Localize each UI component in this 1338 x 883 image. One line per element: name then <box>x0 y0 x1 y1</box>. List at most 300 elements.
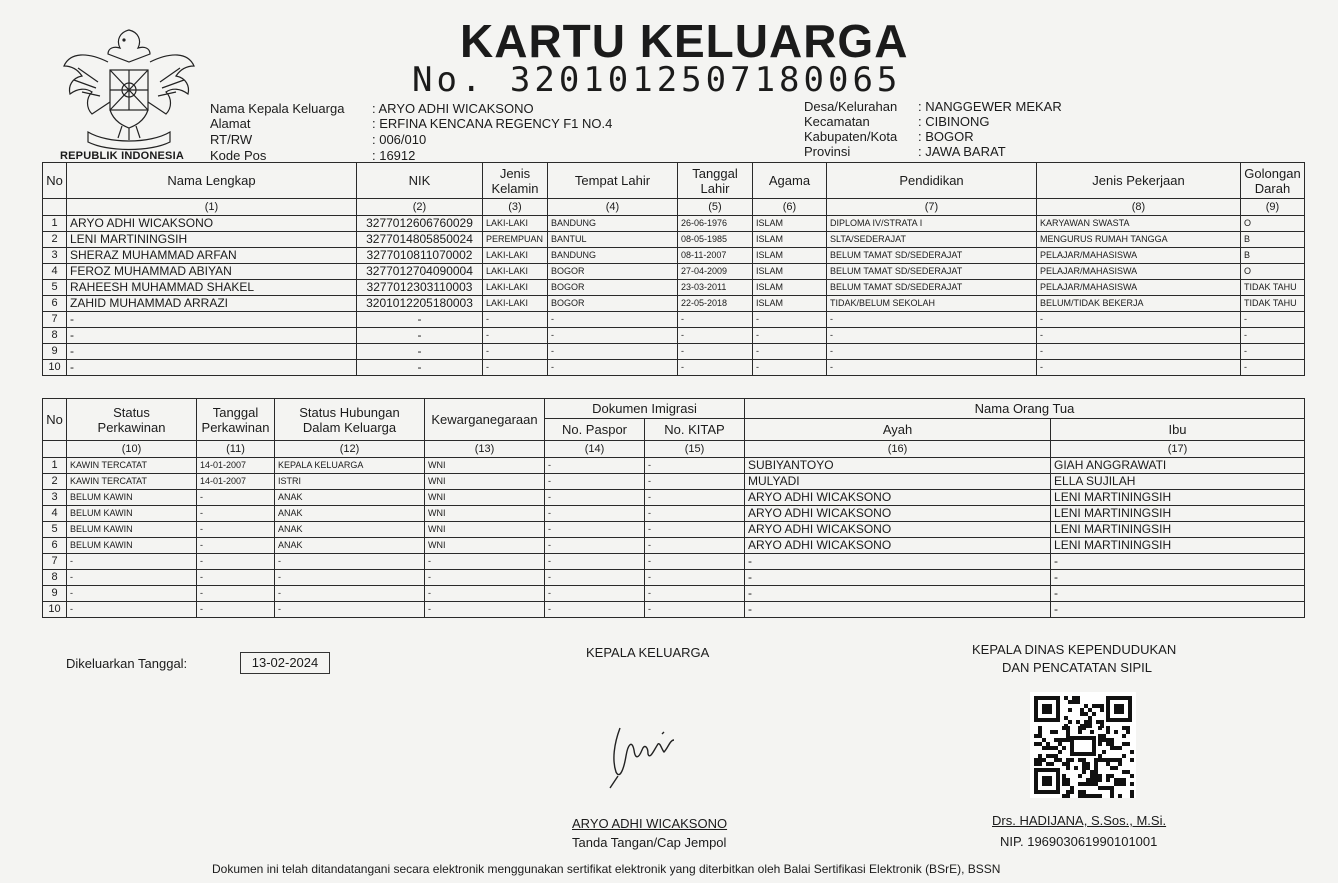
cell-paspor: - <box>545 570 645 586</box>
qr-module <box>1054 730 1058 734</box>
qr-module <box>1046 754 1050 758</box>
qr-module <box>1078 794 1082 798</box>
header-line: Jenis <box>499 165 531 181</box>
cell-tanggal-perkawinan: - <box>197 602 275 618</box>
qr-module <box>1082 794 1086 798</box>
qr-module <box>1098 734 1102 738</box>
qr-module <box>1098 758 1102 762</box>
qr-module <box>1118 794 1122 798</box>
qr-module <box>1046 746 1050 750</box>
cell-ayah: SUBIYANTOYO <box>745 458 1051 474</box>
cell-golongan-darah: - <box>1241 360 1305 376</box>
col-header-paspor: No. Paspor <box>545 419 645 441</box>
qr-module <box>1094 766 1098 770</box>
qr-module <box>1106 786 1110 790</box>
cell-ayah: ARYO ADHI WICAKSONO <box>745 538 1051 554</box>
qr-module <box>1100 708 1104 712</box>
qr-module <box>1066 738 1070 742</box>
issued-label: Dikeluarkan Tanggal: <box>66 656 188 671</box>
kepala-keluarga-name: ARYO ADHI WICAKSONO <box>572 816 728 831</box>
row-number: 5 <box>43 522 67 538</box>
qr-module <box>1050 746 1054 750</box>
qr-module <box>1050 730 1054 734</box>
column-number: (16) <box>745 441 1051 458</box>
row-number: 3 <box>43 248 67 264</box>
cell-kitap: - <box>645 474 745 490</box>
cell-golongan-darah: O <box>1241 264 1305 280</box>
cell-tanggal-perkawinan: 14-01-2007 <box>197 474 275 490</box>
table-row <box>43 360 1305 376</box>
info-value-desa: : NANGGEWER MEKAR <box>918 99 1062 114</box>
qr-module <box>1062 782 1066 786</box>
cell-pekerjaan: - <box>1037 360 1241 376</box>
col-header-golongan-darah <box>1241 163 1305 199</box>
cell-agama: - <box>753 312 827 328</box>
table-row <box>43 216 1305 232</box>
cell-kewarganegaraan: WNI <box>425 458 545 474</box>
col-header-nik: NIK <box>357 163 483 199</box>
qr-module <box>1130 794 1134 798</box>
qr-module <box>1084 720 1088 724</box>
qr-module <box>1110 786 1114 790</box>
qr-module <box>1054 754 1058 758</box>
cell-nik: - <box>357 312 483 328</box>
table-row <box>43 458 1305 474</box>
qr-code-icon <box>1030 692 1136 798</box>
qr-module <box>1102 786 1106 790</box>
cell-nik: - <box>357 344 483 360</box>
cell-kitap: - <box>645 522 745 538</box>
qr-module <box>1090 794 1094 798</box>
qr-module <box>1058 738 1062 742</box>
qr-module <box>1062 794 1066 798</box>
qr-module <box>1062 762 1066 766</box>
qr-module <box>1050 762 1054 766</box>
cell-status-hubungan: - <box>275 570 425 586</box>
row-number: 1 <box>43 216 67 232</box>
qr-module <box>1122 726 1126 730</box>
dinas-title-line2: DAN PENCATATAN SIPIL <box>1002 660 1153 675</box>
column-number: (8) <box>1037 199 1241 216</box>
garuda-emblem-icon <box>58 22 200 162</box>
qr-module <box>1090 730 1094 734</box>
info-label-kodepos: Kode Pos <box>210 148 267 163</box>
info-label-rtrw: RT/RW <box>210 132 253 147</box>
col-header-pendidikan: Pendidikan <box>827 163 1037 199</box>
qr-module <box>1038 726 1042 730</box>
cell-jenis-kelamin: LAKI-LAKI <box>483 248 548 264</box>
qr-module <box>1054 738 1058 742</box>
row-number: 9 <box>43 344 67 360</box>
qr-module <box>1084 724 1088 728</box>
cell-ibu: - <box>1051 586 1305 602</box>
qr-module <box>1100 720 1104 724</box>
col-number-blank <box>43 199 67 216</box>
cell-ibu: - <box>1051 602 1305 618</box>
cell-tanggal-perkawinan: - <box>197 522 275 538</box>
cell-tanggal-perkawinan: 14-01-2007 <box>197 458 275 474</box>
cell-agama: ISLAM <box>753 232 827 248</box>
qr-module <box>1066 730 1070 734</box>
table-row <box>43 554 1305 570</box>
qr-module <box>1106 762 1110 766</box>
qr-module <box>1090 778 1094 782</box>
qr-module <box>1114 766 1118 770</box>
cell-golongan-darah: B <box>1241 248 1305 264</box>
table-row <box>43 296 1305 312</box>
cell-tanggal-lahir: - <box>678 312 753 328</box>
qr-module <box>1114 746 1118 750</box>
cell-golongan-darah: O <box>1241 216 1305 232</box>
col-number-blank <box>43 441 67 458</box>
cell-kitap: - <box>645 602 745 618</box>
cell-tanggal-lahir: 26-06-1976 <box>678 216 753 232</box>
table-row <box>43 474 1305 490</box>
cell-kewarganegaraan: WNI <box>425 522 545 538</box>
cell-ibu: ELLA SUJILAH <box>1051 474 1305 490</box>
qr-module <box>1090 782 1094 786</box>
info-value-kabupaten: : BOGOR <box>918 129 974 144</box>
cell-ibu: - <box>1051 570 1305 586</box>
qr-module <box>1092 712 1096 716</box>
qr-module <box>1102 734 1106 738</box>
cell-jenis-kelamin: - <box>483 312 548 328</box>
cell-nik: 3277012606760029 <box>357 216 483 232</box>
column-number: (4) <box>548 199 678 216</box>
cell-jenis-kelamin: - <box>483 328 548 344</box>
info-value-kecamatan: : CIBINONG <box>918 114 990 129</box>
cell-tanggal-perkawinan: - <box>197 506 275 522</box>
column-number: (10) <box>67 441 197 458</box>
cell-jenis-kelamin: - <box>483 360 548 376</box>
qr-module <box>1118 778 1122 782</box>
col-header-ayah: Ayah <box>745 419 1051 441</box>
cell-golongan-darah: - <box>1241 328 1305 344</box>
cell-kewarganegaraan: WNI <box>425 490 545 506</box>
qr-module <box>1062 778 1066 782</box>
qr-module <box>1066 790 1070 794</box>
row-number: 9 <box>43 586 67 602</box>
qr-module <box>1046 762 1050 766</box>
cell-agama: ISLAM <box>753 296 827 312</box>
qr-module <box>1106 758 1110 762</box>
cell-paspor: - <box>545 458 645 474</box>
signature-icon <box>590 710 700 790</box>
cell-nama: - <box>67 344 357 360</box>
column-number: (12) <box>275 441 425 458</box>
cell-tempat-lahir: BANDUNG <box>548 248 678 264</box>
qr-module <box>1062 738 1066 742</box>
row-number: 4 <box>43 264 67 280</box>
qr-module <box>1122 754 1126 758</box>
cell-tanggal-lahir: 22-05-2018 <box>678 296 753 312</box>
qr-module <box>1038 758 1042 762</box>
qr-module <box>1076 696 1080 700</box>
row-number: 1 <box>43 458 67 474</box>
qr-module <box>1106 742 1110 746</box>
cell-kewarganegaraan: WNI <box>425 506 545 522</box>
qr-module <box>1062 746 1066 750</box>
cell-tanggal-lahir: 08-05-1985 <box>678 232 753 248</box>
col-header-nama: Nama Lengkap <box>67 163 357 199</box>
qr-module <box>1086 782 1090 786</box>
cell-tanggal-perkawinan: - <box>197 586 275 602</box>
qr-module <box>1130 790 1134 794</box>
qr-module <box>1034 758 1038 762</box>
qr-module <box>1122 734 1126 738</box>
qr-module <box>1096 720 1100 724</box>
qr-module <box>1064 696 1068 700</box>
cell-ayah: ARYO ADHI WICAKSONO <box>745 506 1051 522</box>
col-header-tempat-lahir: Tempat Lahir <box>548 163 678 199</box>
cell-status-perkawinan: BELUM KAWIN <box>67 506 197 522</box>
column-number: (14) <box>545 441 645 458</box>
col-header-agama: Agama <box>753 163 827 199</box>
qr-module <box>1080 712 1084 716</box>
cell-nik: 3277014805850024 <box>357 232 483 248</box>
info-label-kecamatan: Kecamatan <box>804 114 870 129</box>
qr-module <box>1094 782 1098 786</box>
table-row <box>43 538 1305 554</box>
column-number: (7) <box>827 199 1037 216</box>
col-header-dokumen-imigrasi: Dokumen Imigrasi <box>545 399 745 419</box>
cell-ayah: ARYO ADHI WICAKSONO <box>745 522 1051 538</box>
cell-tempat-lahir: BOGOR <box>548 264 678 280</box>
qr-module <box>1082 770 1086 774</box>
qr-module <box>1126 726 1130 730</box>
table-row <box>43 490 1305 506</box>
cell-paspor: - <box>545 554 645 570</box>
qr-module <box>1114 778 1118 782</box>
qr-module <box>1072 696 1076 700</box>
cell-ayah: - <box>745 554 1051 570</box>
qr-module <box>1070 790 1074 794</box>
qr-module <box>1094 770 1098 774</box>
cell-kewarganegaraan: - <box>425 554 545 570</box>
qr-module <box>1118 746 1122 750</box>
qr-module <box>1094 794 1098 798</box>
column-number: (13) <box>425 441 545 458</box>
qr-module <box>1102 738 1106 742</box>
qr-module <box>1110 774 1114 778</box>
column-number: (6) <box>753 199 827 216</box>
cell-jenis-kelamin: - <box>483 344 548 360</box>
cell-kitap: - <box>645 490 745 506</box>
cell-tempat-lahir: - <box>548 328 678 344</box>
cell-ibu: GIAH ANGGRAWATI <box>1051 458 1305 474</box>
qr-module <box>1122 770 1126 774</box>
cell-tanggal-perkawinan: - <box>197 490 275 506</box>
cell-kewarganegaraan: - <box>425 602 545 618</box>
family-members-table <box>42 162 1305 376</box>
table-row <box>43 248 1305 264</box>
cell-status-perkawinan: KAWIN TERCATAT <box>67 474 197 490</box>
cell-pekerjaan: - <box>1037 344 1241 360</box>
cell-golongan-darah: - <box>1241 312 1305 328</box>
qr-module <box>1070 786 1074 790</box>
cell-nik: - <box>357 360 483 376</box>
qr-module <box>1122 778 1126 782</box>
qr-module <box>1080 708 1084 712</box>
qr-module <box>1034 762 1038 766</box>
qr-module <box>1076 720 1080 724</box>
table-row <box>43 586 1305 602</box>
column-number-row <box>43 441 1305 458</box>
column-number: (3) <box>483 199 548 216</box>
qr-module <box>1110 766 1114 770</box>
qr-module <box>1094 762 1098 766</box>
column-number: (17) <box>1051 441 1305 458</box>
cell-nama: ARYO ADHI WICAKSONO <box>67 216 357 232</box>
qr-module <box>1098 754 1102 758</box>
header-line: Tanggal <box>212 404 259 420</box>
table-row <box>43 344 1305 360</box>
cell-status-perkawinan: BELUM KAWIN <box>67 490 197 506</box>
cell-ayah: ARYO ADHI WICAKSONO <box>745 490 1051 506</box>
cell-status-perkawinan: BELUM KAWIN <box>67 522 197 538</box>
info-value-kepala: : ARYO ADHI WICAKSONO <box>372 101 534 116</box>
column-number: (11) <box>197 441 275 458</box>
qr-module <box>1064 716 1068 720</box>
qr-module <box>1092 704 1096 708</box>
qr-module <box>1066 782 1070 786</box>
table-row <box>43 312 1305 328</box>
qr-module <box>1098 738 1102 742</box>
qr-module <box>1034 734 1038 738</box>
info-label-desa: Desa/Kelurahan <box>804 99 898 114</box>
cell-kewarganegaraan: - <box>425 586 545 602</box>
row-number: 5 <box>43 280 67 296</box>
cell-pekerjaan: PELAJAR/MAHASISWA <box>1037 264 1241 280</box>
kk-number: No. 3201012507180065 <box>412 60 902 100</box>
qr-module <box>1050 754 1054 758</box>
qr-module <box>1086 794 1090 798</box>
cell-nik: 3201012205180003 <box>357 296 483 312</box>
cell-status-hubungan: ANAK <box>275 506 425 522</box>
qr-module <box>1038 730 1042 734</box>
qr-module <box>1038 762 1042 766</box>
col-header-nama-orang-tua: Nama Orang Tua <box>745 399 1305 419</box>
cell-nama: ZAHID MUHAMMAD ARRAZI <box>67 296 357 312</box>
cell-pendidikan: BELUM TAMAT SD/SEDERAJAT <box>827 248 1037 264</box>
cell-tanggal-lahir: 27-04-2009 <box>678 264 753 280</box>
header-line: Perkawinan <box>201 419 270 435</box>
qr-module <box>1074 766 1078 770</box>
qr-module <box>1122 742 1126 746</box>
row-number: 10 <box>43 360 67 376</box>
header-line: Perkawinan <box>97 419 166 435</box>
qr-module <box>1082 762 1086 766</box>
qr-module <box>1126 730 1130 734</box>
column-number: (2) <box>357 199 483 216</box>
qr-module <box>1082 790 1086 794</box>
qr-module <box>1088 720 1092 724</box>
row-number: 8 <box>43 328 67 344</box>
cell-jenis-kelamin: LAKI-LAKI <box>483 296 548 312</box>
cell-paspor: - <box>545 522 645 538</box>
column-number: (9) <box>1241 199 1305 216</box>
qr-module <box>1058 742 1062 746</box>
table-row <box>43 232 1305 248</box>
qr-module <box>1058 750 1062 754</box>
qr-module <box>1066 794 1070 798</box>
qr-module <box>1054 746 1058 750</box>
header-line: Dalam Keluarga <box>302 419 397 435</box>
cell-status-hubungan: - <box>275 554 425 570</box>
col-header-no: No <box>43 399 67 441</box>
cell-agama: ISLAM <box>753 280 827 296</box>
qr-module <box>1054 758 1058 762</box>
cell-kitap: - <box>645 506 745 522</box>
cell-status-hubungan: ANAK <box>275 522 425 538</box>
cell-pendidikan: - <box>827 360 1037 376</box>
qr-module <box>1086 766 1090 770</box>
cell-pekerjaan: KARYAWAN SWASTA <box>1037 216 1241 232</box>
cell-ibu: LENI MARTININGSIH <box>1051 506 1305 522</box>
cell-pendidikan: - <box>827 344 1037 360</box>
cell-pekerjaan: PELAJAR/MAHASISWA <box>1037 248 1241 264</box>
cell-nama: RAHEESH MUHAMMAD SHAKEL <box>67 280 357 296</box>
qr-module <box>1084 704 1088 708</box>
cell-pendidikan: - <box>827 312 1037 328</box>
cell-status-hubungan: ANAK <box>275 490 425 506</box>
qr-module <box>1102 758 1106 762</box>
qr-module <box>1130 782 1134 786</box>
cell-status-perkawinan: BELUM KAWIN <box>67 538 197 554</box>
qr-module <box>1094 758 1098 762</box>
table-row <box>43 522 1305 538</box>
qr-module <box>1042 746 1046 750</box>
info-label-provinsi: Provinsi <box>804 144 851 159</box>
table-row <box>43 570 1305 586</box>
qr-module <box>1066 758 1070 762</box>
cell-ayah: - <box>745 602 1051 618</box>
cell-tempat-lahir: - <box>548 344 678 360</box>
qr-module <box>1118 758 1122 762</box>
cell-pendidikan: - <box>827 328 1037 344</box>
col-header-kewarganegaraan: Kewarganegaraan <box>425 399 545 441</box>
cell-agama: ISLAM <box>753 216 827 232</box>
qr-module <box>1082 758 1086 762</box>
qr-module <box>1106 774 1110 778</box>
cell-pekerjaan: MENGURUS RUMAH TANGGA <box>1037 232 1241 248</box>
dinas-title-line1: KEPALA DINAS KEPENDUDUKAN <box>972 642 1177 657</box>
qr-module <box>1096 704 1100 708</box>
info-value-rtrw: : 006/010 <box>372 132 427 147</box>
cell-ibu: LENI MARTININGSIH <box>1051 522 1305 538</box>
cell-tanggal-lahir: 23-03-2011 <box>678 280 753 296</box>
table-row <box>43 506 1305 522</box>
qr-module <box>1084 712 1088 716</box>
cell-kitap: - <box>645 586 745 602</box>
qr-module <box>1126 742 1130 746</box>
cell-pekerjaan: - <box>1037 312 1241 328</box>
cell-tempat-lahir: BANDUNG <box>548 216 678 232</box>
qr-module <box>1082 766 1086 770</box>
qr-module <box>1078 782 1082 786</box>
qr-module <box>1110 758 1114 762</box>
column-number: (15) <box>645 441 745 458</box>
cell-pendidikan: BELUM TAMAT SD/SEDERAJAT <box>827 264 1037 280</box>
qr-module <box>1118 782 1122 786</box>
official-name: Drs. HADIJANA, S.Sos., M.Si. <box>992 813 1167 828</box>
cell-kewarganegaraan: - <box>425 570 545 586</box>
row-number: 8 <box>43 570 67 586</box>
electronic-signature-disclaimer: Dokumen ini telah ditandatangani secara elektronik menggunakan sertifikat elektronik yang diterbitkan oleh Balai Sertifikasi Elektronik (BSrE), BSSN <box>212 862 1001 876</box>
cell-jenis-kelamin: PEREMPUAN <box>483 232 548 248</box>
cell-kewarganegaraan: WNI <box>425 474 545 490</box>
info-label-kepala: Nama Kepala Keluarga <box>210 101 345 116</box>
